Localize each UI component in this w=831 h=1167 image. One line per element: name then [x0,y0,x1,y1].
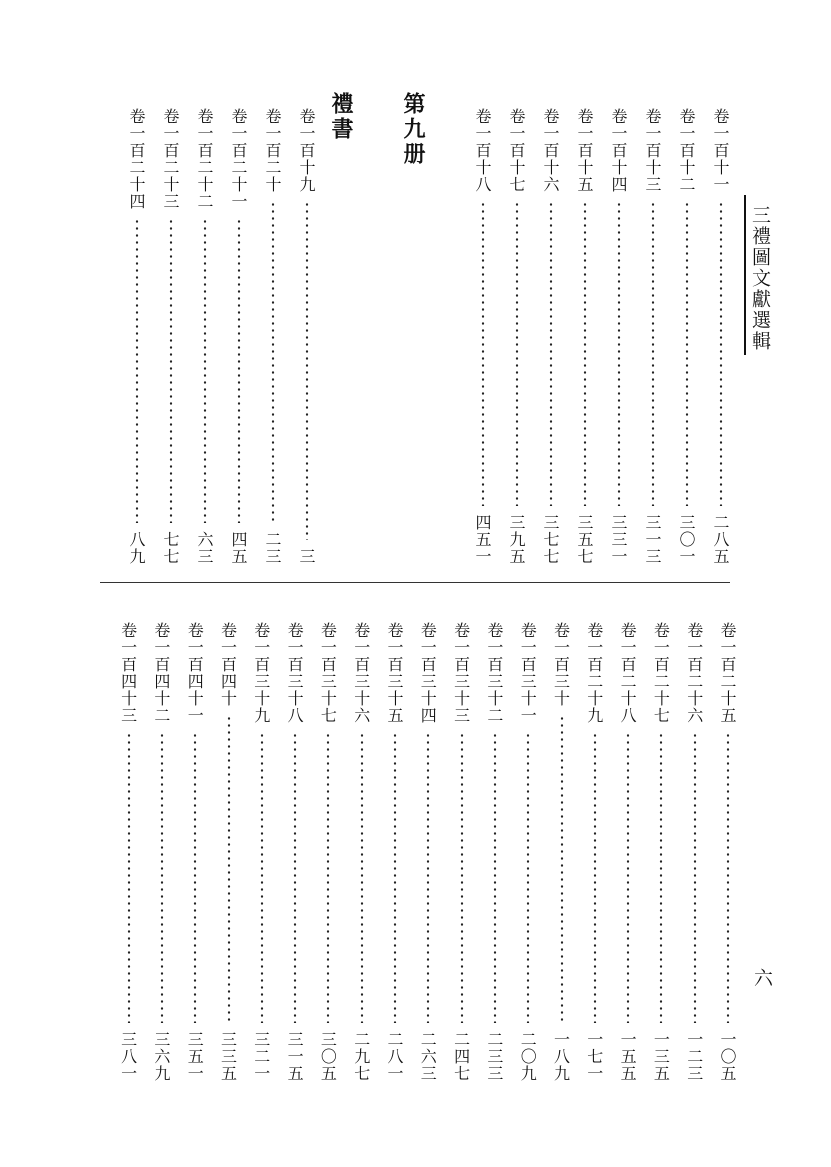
dot-leader [260,732,264,1023]
dot-leader [583,201,587,506]
dot-leader [460,732,464,1023]
toc-entry [608,108,626,565]
toc-entry-page: 三一五 [285,1031,305,1082]
toc-entry [126,108,144,565]
dot-leader [560,715,564,1023]
toc-entry-label: 卷一百十八 [473,108,492,193]
toc-entry-page: 七七 [161,531,180,565]
toc-entry-page: 二〇九 [518,1031,538,1082]
toc-entry-label: 卷一百三十八 [285,622,305,724]
volume-heading: 第九册 [400,92,426,167]
dot-leader [326,732,330,1023]
toc-entry-page: 一七一 [584,1031,604,1082]
toc-entry-label: 卷一百四十一 [185,622,205,724]
toc-entry [118,622,136,1082]
toc-entry [574,108,592,565]
toc-entry-label: 卷一百二十三 [161,108,180,210]
dot-leader [719,201,723,506]
dot-leader [685,201,689,506]
toc-entry-page: 三七七 [541,514,560,565]
toc-entry-page: 二三三 [484,1031,504,1082]
toc-entry [451,622,469,1082]
dot-leader [481,201,485,506]
dot-leader [193,732,197,1023]
toc-entry [160,108,178,565]
toc-entry-label: 卷一百十二 [677,108,696,193]
dot-leader [626,732,630,1023]
toc-entry-label: 卷一百二十八 [618,622,638,724]
toc-entry [710,108,728,565]
toc-entry-label: 卷一百三十二 [484,622,504,724]
dot-leader [593,732,597,1023]
toc-entry [472,108,490,565]
toc-entry [676,108,694,565]
toc-entry-page: 三三五 [218,1031,238,1082]
toc-entry [218,622,236,1082]
toc-entry [540,108,558,565]
toc-entry-label: 卷一百十三 [643,108,662,193]
toc-entry-label: 卷一百十四 [609,108,628,193]
toc-entry-label: 卷一百十五 [575,108,594,193]
dot-leader [493,732,497,1023]
toc-entry-page: 三五七 [575,514,594,565]
toc-entry [650,622,671,1082]
toc-entry-label: 卷一百二十四 [127,108,146,210]
toc-entry-page: 二八一 [385,1031,404,1082]
toc-entry-page: 三九五 [507,514,526,565]
toc-entry [262,108,280,565]
header-rule [744,195,746,355]
toc-entry-page: 一二三 [684,1031,704,1082]
section-divider [100,582,730,583]
toc-entry-page: 二八五 [711,514,730,565]
dot-leader [227,715,231,1023]
toc-entry [317,622,338,1082]
toc-entry-page: 二六三 [418,1031,438,1082]
toc-entry [184,622,205,1082]
dot-leader [726,732,730,1023]
dot-leader [160,732,164,1023]
toc-entry-label: 卷一百三十 [551,622,571,707]
toc-entry [194,108,212,565]
toc-entry-page: 三三一 [609,514,628,565]
toc-entry-page: 三五一 [185,1031,205,1082]
toc-entry [384,622,402,1082]
dot-leader [127,732,131,1023]
toc-entry [296,108,314,565]
toc-entry-page: 三八一 [118,1031,138,1082]
toc-entry-page: 三六九 [151,1031,171,1082]
toc-entry-label: 卷一百三十七 [318,622,338,724]
toc-entry-page: 六三 [195,531,214,565]
dot-leader [169,218,173,523]
toc-entry-label: 卷一百二十五 [718,622,737,724]
dot-leader [426,732,430,1023]
toc-entry-page: 三一三 [643,514,662,565]
toc-entry-label: 卷一百三十四 [418,622,438,724]
dot-leader [617,201,621,506]
running-header: 三禮圖文獻選輯 [749,205,771,352]
toc-entry-label: 卷一百三十六 [351,622,371,724]
dot-leader [693,732,697,1023]
toc-entry-page: 三〇一 [677,514,696,565]
toc-entry-page: 四五一 [473,514,492,565]
dot-leader [659,732,663,1023]
toc-entry-page: 一八九 [551,1031,571,1082]
toc-entry-label: 卷一百三十九 [251,622,271,724]
toc-entry-label: 卷一百三十三 [451,622,471,724]
dot-leader [515,201,519,506]
toc-entry [551,622,569,1082]
dot-leader [360,732,364,1023]
toc-entry [684,622,702,1082]
toc-entry-label: 卷一百二十七 [651,622,671,724]
toc-entry-label: 卷一百十六 [541,108,560,193]
dot-leader [549,201,553,506]
toc-entry [506,108,524,565]
toc-entry-label: 卷一百二十二 [195,108,214,210]
toc-entry [517,622,538,1082]
dot-leader [135,218,139,523]
toc-entry-label: 卷一百十一 [711,108,730,193]
toc-entry-label: 卷一百三十一 [518,622,538,724]
toc-entry-label: 卷一百二十 [263,108,282,193]
toc-entry [484,622,502,1082]
toc-entry-label: 卷一百三十五 [385,622,404,724]
toc-entry [617,622,638,1082]
toc-entry-label: 卷一百四十三 [118,622,138,724]
toc-entry-page: 一〇五 [718,1031,737,1082]
page-number: 六 [751,968,773,987]
toc-entry [417,622,438,1082]
toc-entry-page: 二三 [263,531,282,565]
dot-leader [651,201,655,506]
toc-entry-label: 卷一百二十六 [684,622,704,724]
dot-leader [237,218,241,523]
toc-entry-page: 二九七 [351,1031,371,1082]
toc-entry [284,622,305,1082]
toc-entry [228,108,246,565]
toc-entry-page: 三二一 [251,1031,271,1082]
toc-entry-label: 卷一百四十二 [151,622,171,724]
toc-entry-label: 卷一百十七 [507,108,526,193]
toc-entry-page: 八九 [127,531,146,565]
toc-entry-page: 四五 [229,531,248,565]
toc-entry [151,622,169,1082]
toc-entry-page: 一五五 [618,1031,638,1082]
dot-leader [305,201,309,540]
toc-entry-label: 卷一百二十一 [229,108,248,210]
dot-leader [293,732,297,1023]
toc-entry-page: 三 [297,548,316,565]
toc-entry [351,622,369,1082]
toc-entry-page: 三〇五 [318,1031,338,1082]
toc-entry [584,622,602,1082]
toc-entry-label: 卷一百十九 [297,108,316,193]
dot-leader [526,732,530,1023]
toc-entry-label: 卷一百二十九 [584,622,604,724]
dot-leader [203,218,207,523]
toc-entry-page: 一三五 [651,1031,671,1082]
dot-leader [271,201,275,523]
section-heading: 禮書 [328,92,354,142]
toc-entry [642,108,660,565]
dot-leader [393,732,397,1023]
toc-entry [251,622,269,1082]
toc-entry [717,622,735,1082]
toc-entry-label: 卷一百四十 [218,622,238,707]
toc-entry-page: 二四七 [451,1031,471,1082]
